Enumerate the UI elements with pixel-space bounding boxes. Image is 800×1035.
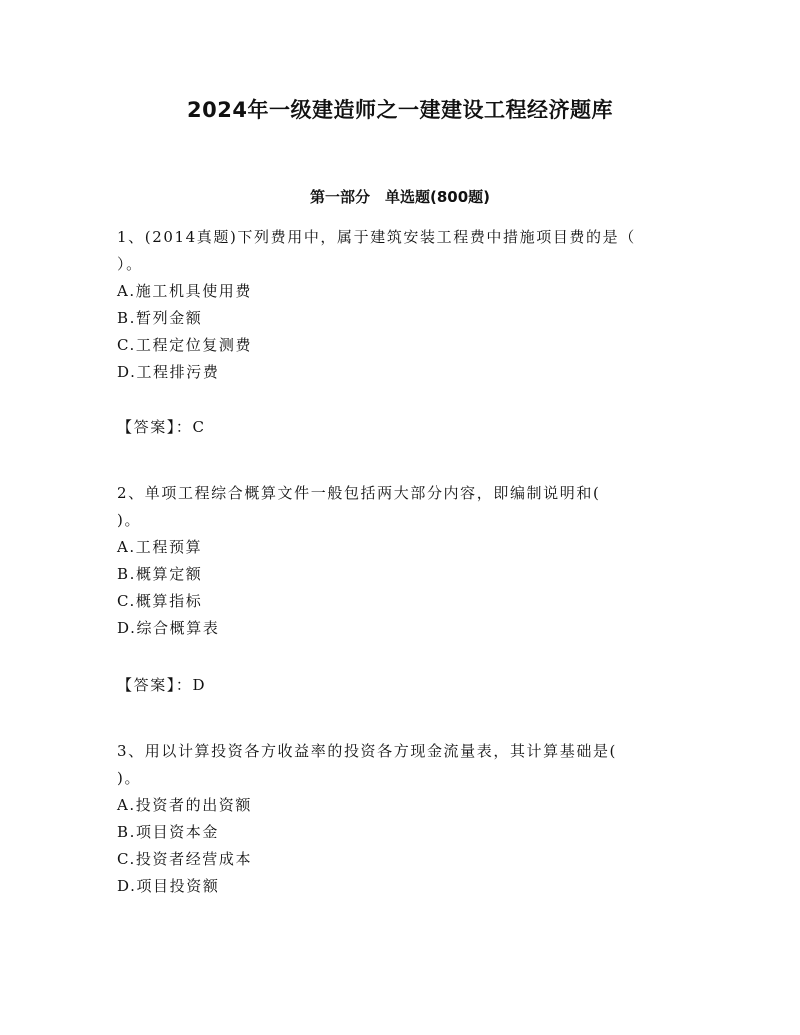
option-d: D.综合概算表 bbox=[117, 619, 220, 637]
section-heading: 第一部分 单选题(800题) bbox=[309, 188, 491, 206]
answer-label: 【答案】： bbox=[117, 676, 193, 694]
option-c: C.工程定位复测费 bbox=[117, 336, 253, 354]
option-d: D.工程排污费 bbox=[117, 363, 220, 381]
question-stem: 1、(2014真题)下列费用中，属于建筑安装工程费中措施项目费的是（ bbox=[117, 228, 636, 246]
question-stem-continued: )。 bbox=[117, 769, 142, 787]
question-stem: 2、单项工程综合概算文件一般包括两大部分内容，即编制说明和( bbox=[117, 484, 601, 502]
option-d: D.项目投资额 bbox=[117, 877, 220, 895]
question-stem-continued: ）。 bbox=[117, 255, 143, 273]
answer-2 bbox=[117, 674, 206, 695]
option-b: B.暂列金额 bbox=[117, 309, 203, 327]
question-3 bbox=[117, 738, 677, 900]
answer-value: D bbox=[192, 676, 207, 694]
option-a: A.施工机具使用费 bbox=[117, 282, 253, 300]
option-a: A.工程预算 bbox=[117, 538, 203, 556]
option-c: C.概算指标 bbox=[117, 592, 203, 610]
question-stem-continued: )。 bbox=[117, 511, 142, 529]
answer-label: 【答案】： bbox=[117, 418, 193, 436]
document-title: 2024年一级建造师之一建建设工程经济题库 bbox=[187, 98, 613, 122]
option-b: B.项目资本金 bbox=[117, 823, 219, 841]
question-1 bbox=[117, 224, 677, 386]
question-stem: 3、用以计算投资各方收益率的投资各方现金流量表，其计算基础是( bbox=[117, 742, 617, 760]
option-c: C.投资者经营成本 bbox=[117, 850, 253, 868]
answer-1 bbox=[117, 416, 206, 437]
question-2 bbox=[117, 480, 677, 642]
option-b: B.概算定额 bbox=[117, 565, 203, 583]
option-a: A.投资者的出资额 bbox=[117, 796, 253, 814]
answer-value: C bbox=[192, 418, 206, 436]
